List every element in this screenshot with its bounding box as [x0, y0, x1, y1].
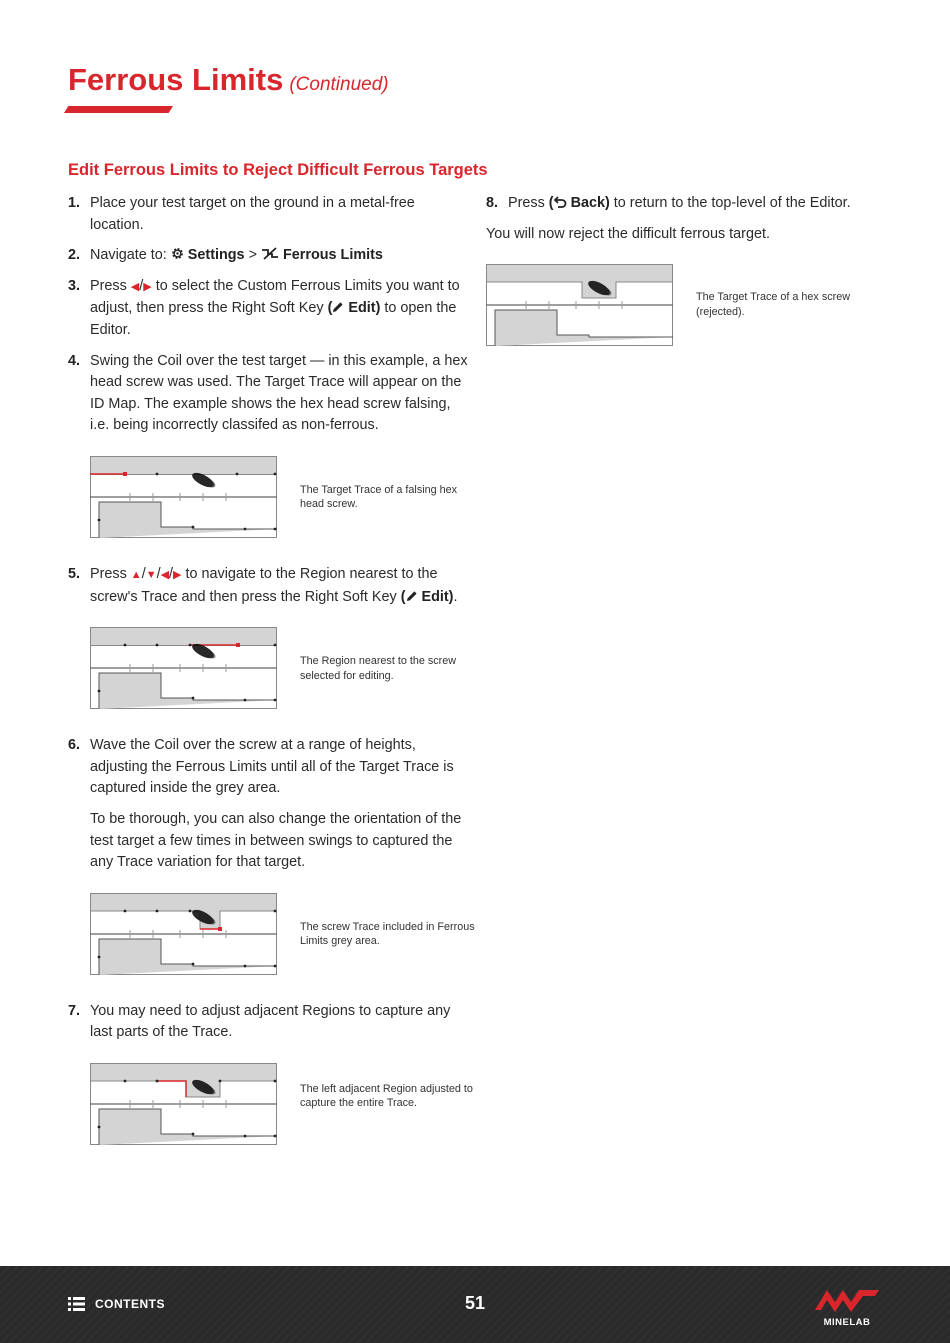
list-icon [68, 1297, 85, 1311]
figure-trace-included [68, 893, 475, 975]
logo-wordmark: MINELAB [823, 1317, 871, 1328]
id-map-figure-3 [90, 893, 277, 975]
step-text-extra: To be thorough, you can also change the orientation of the test target a few times in between swings to captured the any Trace variation for that target. [90, 810, 462, 871]
contents-label: CONTENTS [95, 1297, 165, 1311]
left-arrow-icon: ◀ [160, 568, 170, 581]
settings-label: Settings [187, 247, 245, 264]
figure-caption: The Target Trace of a hex screw (rejected). [696, 291, 851, 318]
step-number: 1. [68, 195, 81, 211]
back-label: Back) [566, 195, 610, 211]
pencil-icon [406, 590, 418, 602]
step-number: 2. [68, 247, 81, 264]
figure-caption: The left adjacent Region adjusted to capture the entire Trace. [300, 1082, 473, 1110]
minelab-logo-mark [813, 1286, 881, 1312]
id-map-figure-1 [90, 456, 277, 538]
edit-label: Edit) [344, 300, 381, 317]
edit-label: Edit) [417, 588, 454, 605]
bracket: ( [548, 195, 554, 211]
figure-rejected-trace [486, 264, 886, 346]
title-continued: (Continued) [289, 74, 389, 95]
step-text: . [453, 588, 458, 605]
step-text: to navigate to the Region nearest to the screw's Trace and then press the Right Soft Key [90, 565, 438, 605]
step-1 [68, 193, 468, 236]
step-number: 8. [486, 195, 499, 211]
step-2 [68, 245, 468, 267]
step-number: 3. [68, 277, 81, 294]
step-text: to return to the top-level of the Editor. [609, 195, 851, 211]
id-map-figure-2 [90, 627, 277, 709]
step-text: Swing the Coil over the test target — in this example, a hex head screw was used. The Target Trace will appear on the ID Map. The example shows the hex head screw falsing, i.e. being incorrectly classifed as non-ferrous. [90, 352, 468, 434]
step-text: You may need to adjust adjacent Regions to capture any last parts of the Trace. [90, 1002, 451, 1041]
slash: / [141, 565, 146, 582]
step-3 [68, 276, 468, 342]
pencil-icon [332, 301, 344, 313]
left-column [68, 193, 475, 1145]
left-arrow-icon: ◀ [130, 280, 140, 293]
ferrous-limits-label: Ferrous Limits [282, 247, 383, 264]
step-number: 7. [68, 1002, 81, 1019]
step-number: 6. [68, 737, 81, 754]
bracket: ( [400, 588, 406, 605]
figure-region-selected [68, 627, 468, 709]
up-arrow-icon: ▲ [130, 568, 142, 581]
step-text: Place your test target on the ground in a metal-free location. [90, 195, 415, 233]
step-6 [68, 735, 468, 874]
id-map-figure-4 [90, 1063, 277, 1145]
back-arrow-icon [554, 196, 567, 208]
step-text: Navigate to: [90, 247, 171, 264]
figure-caption: The Target Trace of a falsing hex head screw. [300, 483, 458, 511]
figure-caption: The screw Trace included in Ferrous Limits grey area. [300, 920, 475, 948]
step-text: Press [90, 565, 131, 582]
minelab-logo [812, 1286, 882, 1328]
step-number: 5. [68, 565, 81, 582]
step-text: Press [90, 277, 131, 294]
title-main: Ferrous Limits [68, 62, 284, 97]
step-text: Wave the Coil over the screw at a range of heights, adjusting the Ferrous Limits until all of the Target Trace is captured inside the grey area. [90, 737, 454, 797]
breadcrumb-separator: > [244, 247, 261, 264]
right-arrow-icon: ▶ [173, 568, 182, 581]
step-5 [68, 564, 468, 608]
right-arrow-icon: ▶ [143, 280, 152, 293]
page-title [68, 62, 389, 98]
step-7 [68, 1001, 468, 1044]
step-number: 4. [68, 352, 81, 369]
contents-link[interactable] [68, 1297, 165, 1311]
slash: / [156, 565, 161, 582]
down-arrow-icon: ▼ [145, 568, 157, 581]
step-4 [68, 351, 468, 437]
id-map-figure-5 [486, 264, 673, 346]
right-column [486, 193, 886, 346]
title-underline [64, 106, 173, 113]
figure-caption: The Region nearest to the screw selected for editing. [300, 655, 457, 682]
gear-icon [171, 247, 184, 260]
section-heading: Edit Ferrous Limits to Reject Difficult Ferrous Targets [68, 161, 488, 179]
step-8 [486, 193, 886, 215]
page-number: 51 [464, 1293, 486, 1313]
step-text: to open the Editor. [90, 300, 457, 338]
slash: / [139, 277, 144, 294]
slash: / [169, 565, 174, 582]
figure-falsing-trace [68, 456, 468, 538]
step-8-followup: You will now reject the difficult ferrous target. [486, 225, 770, 242]
bracket: ( [327, 300, 333, 317]
step-text: Press [508, 195, 549, 211]
figure-adjacent-region [68, 1063, 473, 1145]
ferrous-limits-icon [261, 247, 279, 260]
step-text: to select the Custom Ferrous Limits you want to adjust, then press the Right Soft Key [90, 277, 460, 317]
